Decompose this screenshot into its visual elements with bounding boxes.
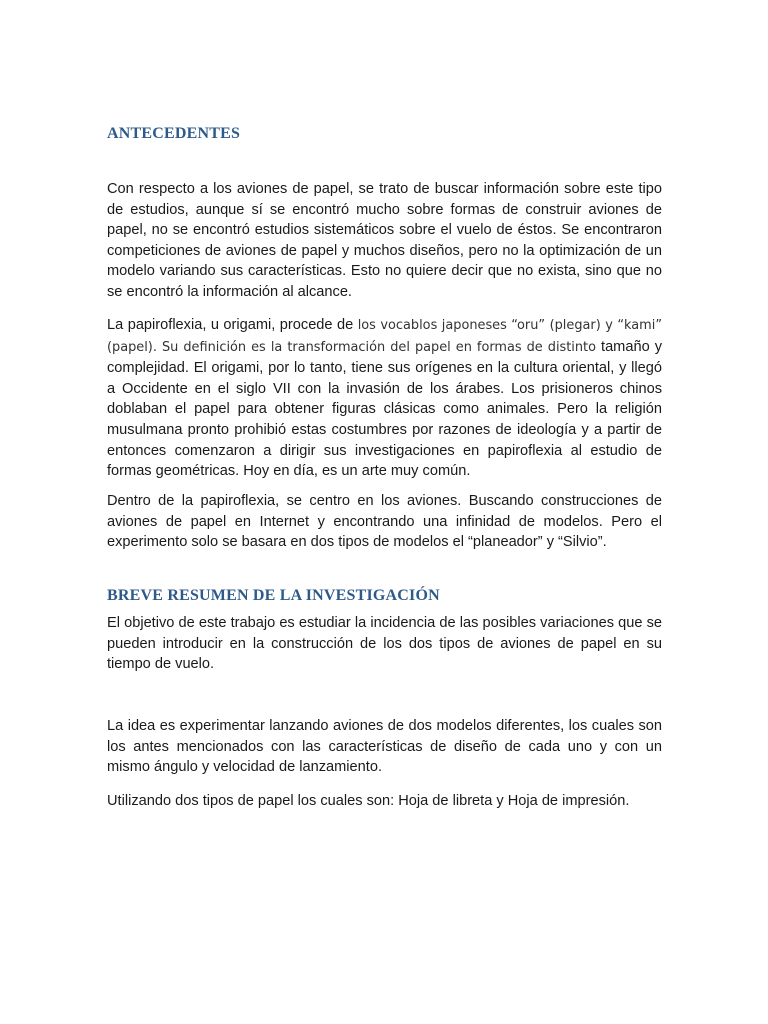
paragraph-resumen-2: La idea es experimentar lanzando aviones de dos modelos diferentes, los cuales son los antes mencionados con las características de diseño de cada uno y con un mismo ángulo y velocidad de lanzamiento.	[107, 718, 662, 776]
paragraph-antecedentes-2	[107, 315, 662, 482]
section-heading-resumen: BREVE RESUMEN DE LA INVESTIGACIÓN	[107, 587, 440, 604]
paragraph-text-end: tamaño y complejidad. El origami, por lo tanto, tiene sus orígenes en la cultura oriental, y llegó a Occidente en el siglo VII con la invasión de los árabes. Los prisioneros chinos doblaban el papel para obtener figuras clásicas como animales. Pero la religión musulmana pronto prohibió estas costumbres por razones de ideología y a partir de entonces comenzaron a dirigir sus investigaciones en papiroflexia al estudio de formas geométricas. Hoy en día, es un arte muy común.	[107, 338, 662, 480]
paragraph-antecedentes-3: Dentro de la papiroflexia, se centro en los aviones. Buscando construcciones de aviones de papel en Internet y encontrando una infinidad de modelos. Pero el experimento solo se basara en dos tipos de modelos el “planeador” y “Silvio”.	[107, 493, 662, 551]
section-heading-antecedentes: ANTECEDENTES	[107, 125, 241, 142]
paragraph-resumen-3: Utilizando dos tipos de papel los cuales son: Hoja de libreta y Hoja de impresión.	[107, 793, 630, 809]
paragraph-text-start: La papiroflexia, u origami, procede de	[107, 317, 358, 333]
paragraph-antecedentes-1: Con respecto a los aviones de papel, se trato de buscar información sobre este tipo de estudios, aunque sí se encontró mucho sobre formas de construir aviones de papel, no se encontró estudios sistemáticos sobre el vuelo de éstos. Se encontraron competiciones de aviones de papel y muchos diseños, pero no la optimización de un modelo variando sus características. Esto no quiere decir que no exista, sino que no se encontró la información al alcance.	[107, 181, 662, 300]
paragraph-resumen-1: El objetivo de este trabajo es estudiar la incidencia de las posibles variaciones que se pueden introducir en la construcción de los dos tipos de aviones de papel en su tiempo de vuelo.	[107, 615, 662, 673]
paragraph-text-quoted-font: los vocablos japoneses “oru” (plegar) y “kami” (papel). Su definición es la transformación del papel en formas de distinto	[107, 318, 663, 355]
